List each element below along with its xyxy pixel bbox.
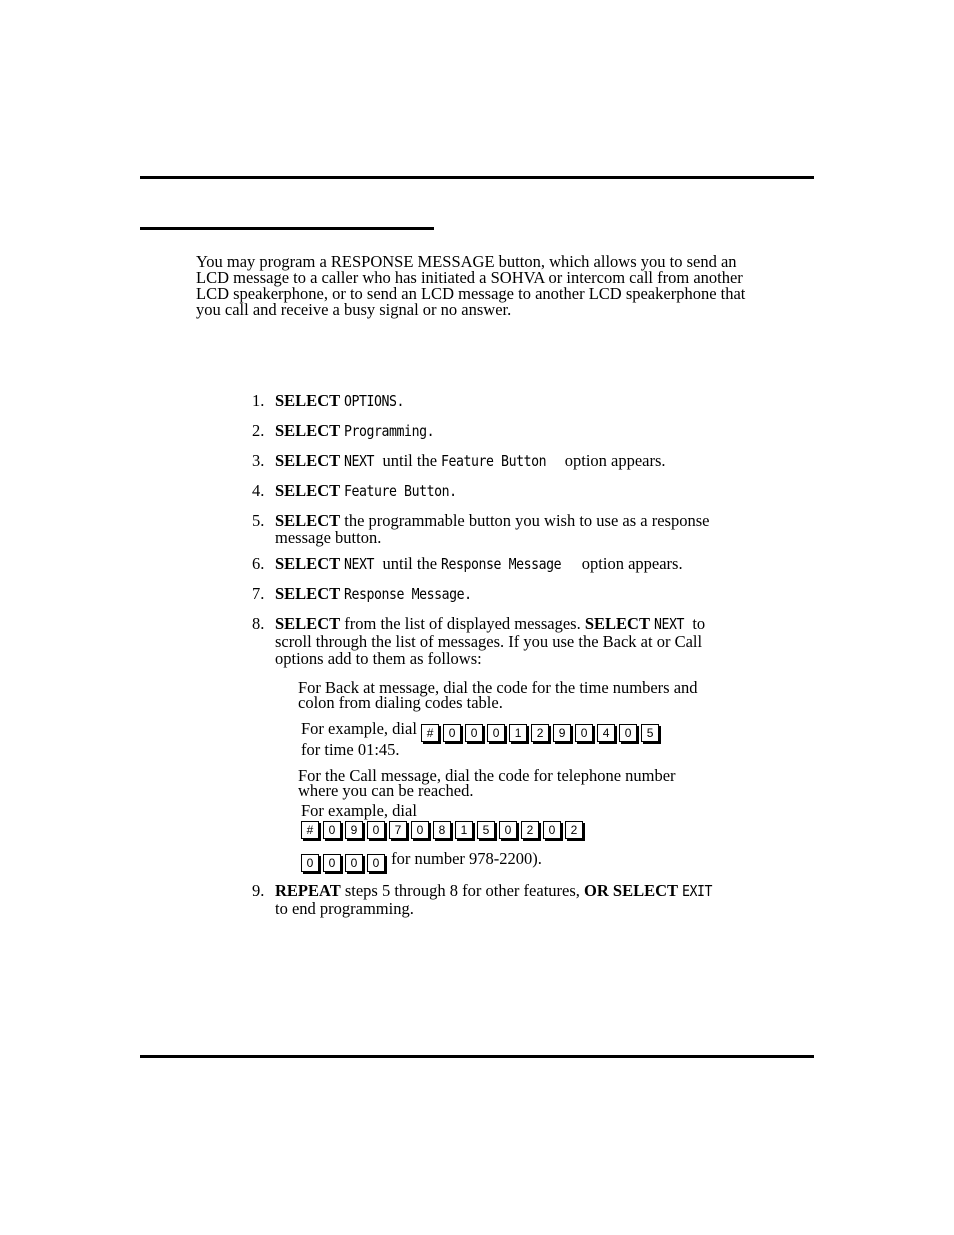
dial-key: 0 xyxy=(575,724,593,742)
step-5: 5. SELECT the programmable button you wish to use as a response message button. xyxy=(252,511,710,547)
dial-key: 2 xyxy=(531,724,549,742)
dial-key: 5 xyxy=(477,821,495,839)
step-6: 6. SELECT NEXT until the Response Message option appears. xyxy=(252,554,683,573)
dial-key: 0 xyxy=(443,724,461,742)
step-verb: SELECT xyxy=(275,511,341,530)
step-verb: OR SELECT xyxy=(584,881,679,900)
lcd-text: Response Message xyxy=(441,555,562,573)
programming-steps xyxy=(252,392,732,917)
top-rule xyxy=(140,176,814,179)
dial-key: 0 xyxy=(487,724,505,742)
lcd-text: Feature Button. xyxy=(344,482,457,500)
step-2: 2. SELECT Programming. xyxy=(252,421,435,440)
dial-key: 0 xyxy=(323,821,341,839)
back-at-example: For example, dial # 0 0 0 1 2 9 0 4 0 5 for time 01:45. xyxy=(301,721,698,757)
step-verb: SELECT xyxy=(275,554,341,573)
dial-key: 0 xyxy=(367,821,385,839)
dial-key: 9 xyxy=(553,724,571,742)
step-verb: SELECT xyxy=(275,481,341,500)
dial-key: 9 xyxy=(345,821,363,839)
bottom-rule xyxy=(140,1055,814,1058)
dial-key: 0 xyxy=(323,854,341,872)
dial-key: 0 xyxy=(411,821,429,839)
lcd-text: Programming. xyxy=(344,422,435,440)
step-7: 7. SELECT Response Message. xyxy=(252,584,472,603)
call-dial-keys-row1 xyxy=(301,821,585,839)
back-at-description: For Back at message, dial the code for the time numbers and colon from dialing codes table. xyxy=(298,678,698,712)
dial-key: 0 xyxy=(301,854,319,872)
section-rule xyxy=(140,227,434,230)
dial-key: # xyxy=(421,724,439,742)
step-verb: SELECT xyxy=(584,614,650,633)
dial-key: 7 xyxy=(389,821,407,839)
dial-key: 2 xyxy=(521,821,539,839)
dial-key: 0 xyxy=(543,821,561,839)
call-example: For example, dial # 0 9 0 7 0 8 1 5 0 2 0 2 0 0 0 0 for number 978-2200). xyxy=(301,803,698,872)
dial-key: 2 xyxy=(565,821,583,839)
dial-key: 1 xyxy=(509,724,527,742)
dial-key: 4 xyxy=(597,724,615,742)
step-3: 3. SELECT NEXT until the Feature Button option appears. xyxy=(252,451,666,470)
intro-paragraph: You may program a RESPONSE MESSAGE button, which allows you to send an LCD message to a caller who has initiated a SOHVA or intercom call from another LCD speakerphone, or to send an LCD message to another LCD speakerphone that you call and receive a busy signal or no answer. xyxy=(196,252,746,319)
step-verb: SELECT xyxy=(275,451,341,470)
dial-key: 5 xyxy=(641,724,659,742)
dial-key: 0 xyxy=(499,821,517,839)
step-8: 8. SELECT from the list of displayed messages. SELECT NEXT to scroll through the list of messages. If you use the Back at or Call options add to them as follows: For Back at message, dial the code for the time numbers and colon from dialing codes table. For example, dial # 0 0 0 1 2 9 0 4 0 5 for time 01:45. For the Call message, dial the code for telephone number where you can be reached. For example, dial # 0 9 0 7 0 8 1 5 0 2 0 2 0 0 0 0 for number 978-2200). xyxy=(252,614,706,870)
step-verb: SELECT xyxy=(275,614,341,633)
step-verb: SELECT xyxy=(275,421,341,440)
dial-key: 0 xyxy=(619,724,637,742)
step-4: 4. SELECT Feature Button. xyxy=(252,481,457,500)
dial-key: 8 xyxy=(433,821,451,839)
step-1: 1. SELECT OPTIONS. xyxy=(252,391,405,410)
dial-key: 0 xyxy=(367,854,385,872)
lcd-text: NEXT xyxy=(654,615,685,633)
dial-key: # xyxy=(301,821,319,839)
back-at-dial-keys xyxy=(421,724,661,742)
call-dial-keys-row2 xyxy=(301,854,387,872)
dial-key: 1 xyxy=(455,821,473,839)
lcd-text: NEXT xyxy=(344,452,375,470)
lcd-text: OPTIONS. xyxy=(344,392,405,410)
step-verb: SELECT xyxy=(275,391,341,410)
step-9: 9. REPEAT steps 5 through 8 for other features, OR SELECT EXIT to end programming. xyxy=(252,881,713,918)
step-verb: REPEAT xyxy=(275,881,341,900)
dial-key: 0 xyxy=(465,724,483,742)
step-verb: SELECT xyxy=(275,584,341,603)
lcd-text: Response Message. xyxy=(344,585,472,603)
call-description: For the Call message, dial the code for telephone number where you can be reached. xyxy=(298,766,676,800)
lcd-text: EXIT xyxy=(682,882,713,900)
back-at-instructions xyxy=(298,680,698,872)
lcd-text: Feature Button xyxy=(441,452,547,470)
dial-key: 0 xyxy=(345,854,363,872)
lcd-text: NEXT xyxy=(344,555,375,573)
